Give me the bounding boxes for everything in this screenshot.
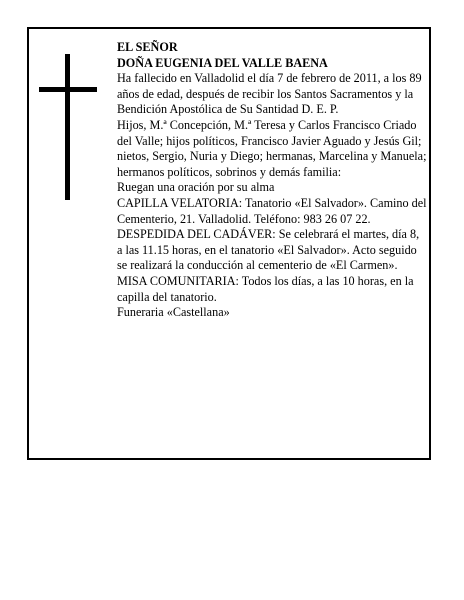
funeral-home: Funeraria «Castellana» (117, 305, 230, 320)
notice-header-title: EL SEÑOR (117, 40, 178, 54)
wake-chapel-info: CAPILLA VELATORIA: Tanatorio «El Salvador». Camino del Cementerio, 21. Valladolid. Teléfono: 983 26 07 22. (117, 195, 427, 226)
obituary-notice (27, 27, 431, 460)
family-list: Hijos, M.ª Concepción, M.ª Teresa y Carlos Francisco Criado del Valle; hijos políticos, Francisco Javier Aguado y Jesús Gil; nietos, Sergio, Nuria y Diego; hermanas, Marcelina y Manuela; hermanos políticos, sobrinos y demás familia: (117, 117, 427, 179)
death-announcement: Ha fallecido en Valladolid el día 7 de febrero de 2011, a los 89 años de edad, después de recibir los Santos Sacramentos y la Bendición Apostólica de Su Santidad D. E. P. (117, 71, 422, 117)
prayer-request: Ruegan una oración por su alma (117, 180, 275, 195)
mass-info: MISA COMUNITARIA: Todos los días, a las 10 horas, en la capilla del tanatorio. (117, 273, 414, 304)
cross-vertical-bar (65, 54, 70, 200)
deceased-name: DOÑA EUGENIA DEL VALLE BAENA (117, 55, 328, 70)
notice-text (117, 40, 427, 321)
cross-icon (39, 54, 97, 200)
farewell-info: DESPEDIDA DEL CADÁVER: Se celebrará el martes, día 8, a las 11.15 horas, en el tanatorio «El Salvador». Acto seguido se realizará la conducción al cementerio de «El Carmen». (117, 227, 420, 273)
cross-horizontal-bar (39, 87, 97, 92)
